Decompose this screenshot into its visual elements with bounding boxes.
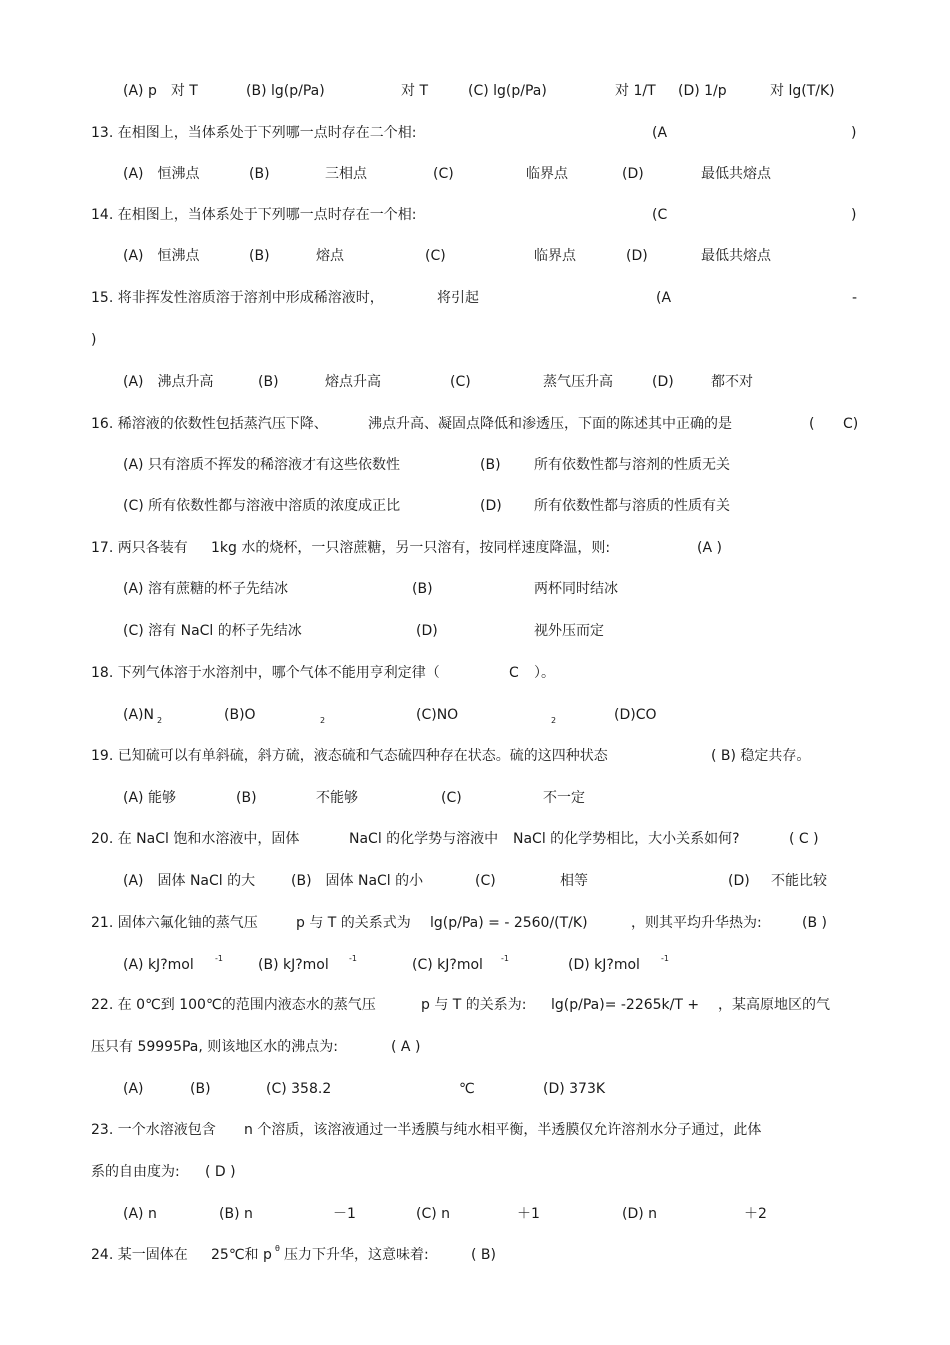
question-20-answer: ( C ) — [789, 831, 819, 847]
question-18-stem: 18. 下列气体溶于水溶剂中，哪个气体不能用亨利定律（ — [91, 665, 440, 681]
q14-option-b: (B) — [249, 248, 270, 264]
q14-option-d-text: 最低共熔点 — [701, 248, 771, 264]
q18-option-c: (C)NO — [416, 707, 459, 723]
q16-option-d: (D) — [480, 498, 502, 514]
q20-option-d: (D) — [728, 873, 750, 889]
q15-option-b-text: 熔点升高 — [325, 374, 381, 390]
question-21-stem-mid: p 与 T 的关系式为 — [296, 915, 411, 931]
q20-option-a: (A) 固体 NaCl 的大 — [123, 873, 256, 889]
question-15-answer: (A — [656, 290, 672, 306]
question-14-close: ) — [851, 207, 857, 223]
question-23-answer: ( D ) — [205, 1164, 236, 1180]
question-15-dash: - — [852, 290, 858, 306]
q18-option-c-subscript: 2 — [551, 716, 557, 725]
question-24-superscript: θ — [275, 1244, 280, 1253]
q14-option-c-text: 临界点 — [534, 248, 576, 264]
question-23-stem-tail: n 个溶质，该溶液通过一半透膜与纯水相平衡，半透膜仅允许溶剂水分子通过，此体 — [244, 1122, 762, 1138]
q20-option-c-text: 相等 — [560, 873, 588, 889]
option-c-text: 对 1/T — [615, 83, 656, 99]
q16-option-b-text: 所有依数性都与溶剂的性质无关 — [534, 457, 730, 473]
question-24-answer: ( B) — [471, 1247, 496, 1263]
q19-option-c-text: 不一定 — [543, 790, 585, 806]
q23-option-b: (B) n — [219, 1206, 253, 1222]
option-c: (C) lg(p/Pa) — [468, 83, 547, 99]
question-17-stem: 17. 两只各装有 — [91, 540, 188, 556]
q17-option-d: (D) — [416, 623, 438, 639]
question-24-stem: 24. 某一固体在 — [91, 1247, 188, 1263]
option-d: (D) 1/p — [678, 83, 727, 99]
q23-option-d: (D) n — [622, 1206, 658, 1222]
q15-option-d-text: 都不对 — [711, 374, 753, 390]
q23-option-c-text: ＋1 — [517, 1206, 540, 1222]
question-20-stem-mid: NaCl 的化学势与溶液中 — [349, 831, 499, 847]
q21-option-a-superscript: -1 — [215, 954, 223, 963]
q21-option-b: (B) kJ?mol — [258, 957, 329, 973]
q18-option-a: (A)N — [123, 707, 154, 723]
question-14-stem: 14. 在相图上，当体系处于下列哪一点时存在一个相: — [91, 207, 417, 223]
q17-option-a: (A) 溶有蔗糖的杯子先结冰 — [123, 581, 288, 597]
question-22-stem-line2: 压只有 59995Pa, 则该地区水的沸点为: — [91, 1039, 338, 1055]
q19-option-c: (C) — [441, 790, 462, 806]
question-14-answer: (C — [652, 207, 668, 223]
q13-option-c: (C) — [433, 166, 454, 182]
question-15-stem: 15. 将非挥发性溶质溶于溶剂中形成稀溶液时， — [91, 290, 384, 306]
q22-option-c: (C) 358.2 — [266, 1081, 332, 1097]
question-15-stem-tail: 将引起 — [437, 290, 479, 306]
question-23-stem: 23. 一个水溶液包含 — [91, 1122, 216, 1138]
question-17-stem-tail: 1kg 水的烧杯，一只溶蔗糖，另一只溶有，按同样速度降温，则: — [211, 540, 611, 556]
q16-option-d-text: 所有依数性都与溶质的性质有关 — [534, 498, 730, 514]
question-22-stem-tail: ，某高原地区的气 — [718, 997, 830, 1013]
q23-option-d-text: ＋2 — [744, 1206, 767, 1222]
q15-option-b: (B) — [258, 374, 279, 390]
q22-option-d: (D) 373K — [543, 1081, 606, 1097]
question-19-answer: ( B) 稳定共存。 — [711, 748, 811, 764]
question-16-stem: 16. 稀溶液的依数性包括蒸汽压下降、 — [91, 416, 328, 432]
q15-option-c-text: 蒸气压升高 — [543, 374, 613, 390]
q23-option-c: (C) n — [416, 1206, 451, 1222]
question-16-paren: ( — [809, 416, 815, 432]
question-13-stem: 13. 在相图上，当体系处于下列哪一点时存在二个相: — [91, 125, 417, 141]
q21-option-a: (A) kJ?mol — [123, 957, 194, 973]
q18-option-d: (D)CO — [614, 707, 657, 723]
q21-option-d: (D) kJ?mol — [568, 957, 640, 973]
question-20-stem-tail: NaCl 的化学势相比，大小关系如何? — [513, 831, 740, 847]
q15-option-c: (C) — [450, 374, 471, 390]
q17-option-b-text: 两杯同时结冰 — [534, 581, 618, 597]
q19-option-b-text: 不能够 — [316, 790, 358, 806]
question-15-close: ) — [91, 332, 97, 348]
q15-option-a: (A) 沸点升高 — [123, 374, 214, 390]
q22-option-c-unit: ℃ — [459, 1081, 475, 1097]
q14-option-d: (D) — [626, 248, 648, 264]
question-21-stem-tail: ，则其平均升华热为: — [631, 915, 762, 931]
q14-option-b-text: 熔点 — [316, 248, 344, 264]
question-22-formula: lg(p/Pa)= -2265k/T + — [551, 997, 700, 1013]
q15-option-d: (D) — [652, 374, 674, 390]
question-22-answer: ( A ) — [391, 1039, 421, 1055]
question-21-formula: lg(p/Pa) = - 2560/(T/K) — [430, 915, 588, 931]
option-b: (B) lg(p/Pa) — [246, 83, 325, 99]
question-19-stem: 19. 已知硫可以有单斜硫，斜方硫，液态硫和气态硫四种存在状态。硫的这四种状态 — [91, 748, 608, 764]
q18-option-a-subscript: 2 — [157, 716, 163, 725]
question-16-stem-tail: 沸点升高、凝固点降低和渗透压，下面的陈述其中正确的是 — [368, 416, 732, 432]
q16-option-b: (B) — [480, 457, 501, 473]
question-22-stem-mid: p 与 T 的关系为: — [421, 997, 527, 1013]
option-d-text: 对 lg(T/K) — [770, 83, 835, 99]
q13-option-d: (D) — [622, 166, 644, 182]
q19-option-a: (A) 能够 — [123, 790, 176, 806]
q16-option-c: (C) 所有依数性都与溶液中溶质的浓度成正比 — [123, 498, 401, 514]
question-24-stem-tail: 压力下升华，这意味着: — [284, 1247, 429, 1263]
q18-option-b-subscript: 2 — [320, 716, 326, 725]
question-21-stem: 21. 固体六氟化铀的蒸气压 — [91, 915, 258, 931]
question-13-answer: (A — [652, 125, 668, 141]
q19-option-b: (B) — [236, 790, 257, 806]
question-23-stem-line2: 系的自由度为: — [91, 1164, 180, 1180]
question-20-stem: 20. 在 NaCl 饱和水溶液中，固体 — [91, 831, 300, 847]
q22-option-a: (A) — [123, 1081, 144, 1097]
q14-option-c: (C) — [425, 248, 446, 264]
q14-option-a: (A) 恒沸点 — [123, 248, 200, 264]
question-22-stem: 22. 在 0℃到 100℃的范围内液态水的蒸气压 — [91, 997, 376, 1013]
q20-option-c: (C) — [475, 873, 496, 889]
question-17-answer: (A ) — [697, 540, 722, 556]
question-24-stem-mid: 25℃和 p — [211, 1247, 272, 1263]
option-a: (A) p 对 T — [123, 83, 198, 99]
q13-option-b-text: 三相点 — [325, 166, 367, 182]
q23-option-a: (A) n — [123, 1206, 157, 1222]
question-18-answer: C — [509, 665, 519, 681]
q21-option-c-superscript: -1 — [501, 954, 509, 963]
question-21-answer: (B ) — [802, 915, 827, 931]
q20-option-b: (B) 固体 NaCl 的小 — [291, 873, 424, 889]
option-b-text: 对 T — [401, 83, 429, 99]
q21-option-c: (C) kJ?mol — [412, 957, 483, 973]
question-18-end: ）。 — [534, 665, 555, 681]
q21-option-d-superscript: -1 — [661, 954, 669, 963]
q23-option-b-text: －1 — [333, 1206, 356, 1222]
q17-option-b: (B) — [412, 581, 433, 597]
q13-option-a: (A) 恒沸点 — [123, 166, 200, 182]
q13-option-c-text: 临界点 — [526, 166, 568, 182]
q21-option-b-superscript: -1 — [349, 954, 357, 963]
question-13-close: ) — [851, 125, 857, 141]
q22-option-b: (B) — [190, 1081, 211, 1097]
q16-option-a: (A) 只有溶质不挥发的稀溶液才有这些依数性 — [123, 457, 400, 473]
question-16-answer: C) — [843, 416, 859, 432]
q20-option-d-text: 不能比较 — [771, 873, 827, 889]
q17-option-d-text: 视外压而定 — [534, 623, 604, 639]
q18-option-b: (B)O — [224, 707, 256, 723]
q13-option-d-text: 最低共熔点 — [701, 166, 771, 182]
q17-option-c: (C) 溶有 NaCl 的杯子先结冰 — [123, 623, 302, 639]
q13-option-b: (B) — [249, 166, 270, 182]
